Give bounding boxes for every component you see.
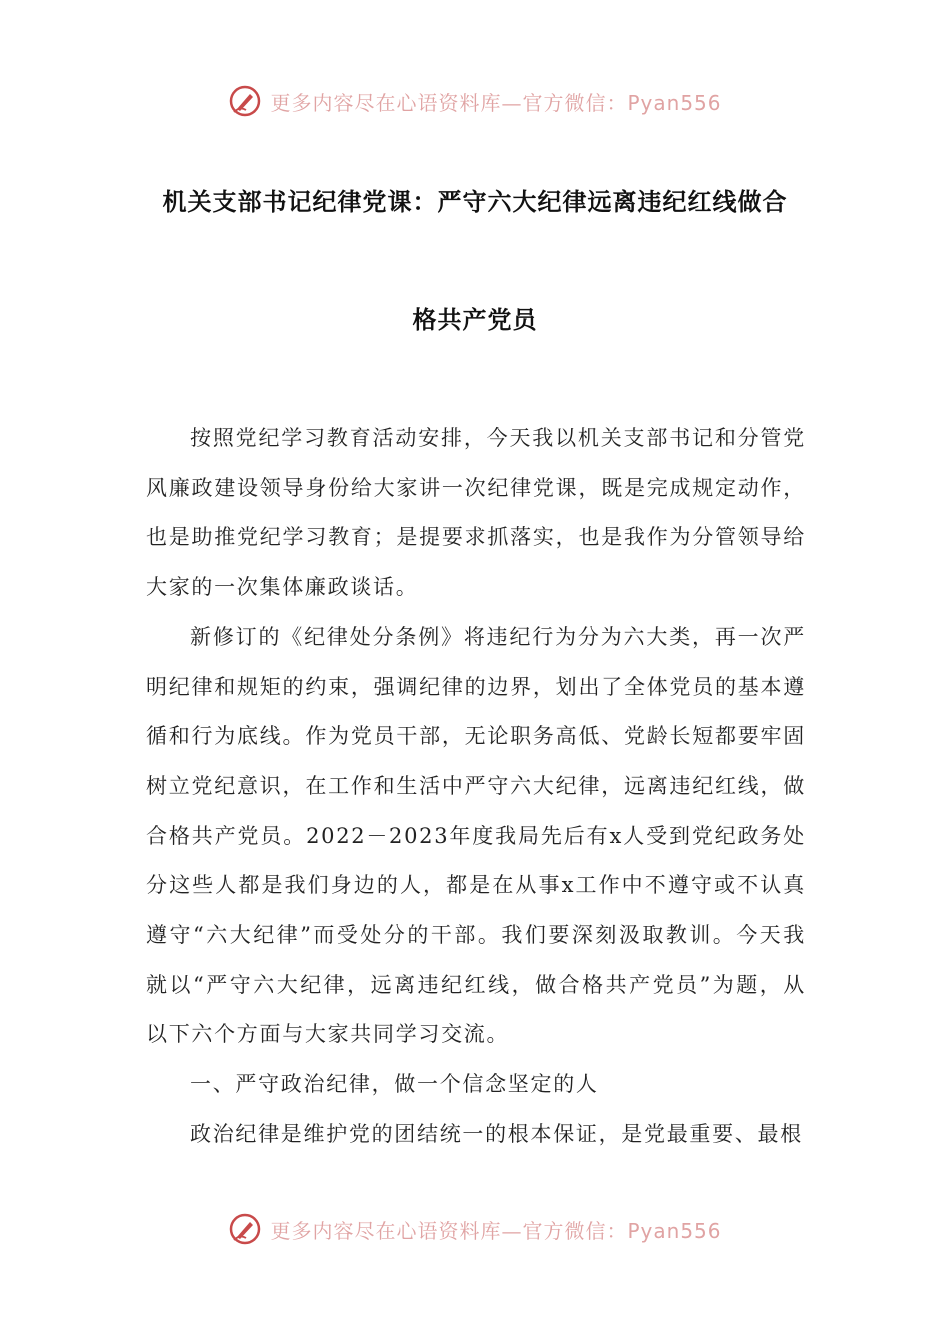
pen-seal-icon (228, 84, 262, 118)
document-title-line-2: 格共产党员 (412, 305, 538, 334)
section-heading: 一、严守政治纪律，做一个信念坚定的人 (190, 1072, 599, 1097)
watermark-text (270, 87, 721, 116)
paragraph: 政治纪律是维护党的团结统一的根本保证，是党最重要、最根 (190, 1121, 803, 1146)
paragraph: 按照党纪学习教育活动安排，今天我以机关支部书记和分管党风廉政建设领导身份给大家讲一次纪律党课，既是完成规定动作，也是助推党纪学习教育；是提要求抓落实，也是我作为分管领导给大家的一次集体廉政谈话。 (146, 426, 806, 600)
pen-seal-icon (228, 1212, 262, 1246)
document-title-line-1: 机关支部书记纪律党课：严守六大纪律远离违纪红线做合 (162, 187, 788, 216)
watermark-caption: 更多内容尽在心语资料库—官方微信： (270, 90, 628, 115)
watermark-wechat-id: Pyan556 (627, 1218, 722, 1243)
watermark-caption: 更多内容尽在心语资料库—官方微信： (270, 1218, 628, 1243)
header-watermark (0, 84, 950, 118)
footer-watermark (0, 1212, 950, 1246)
paragraph: 新修订的《纪律处分条例》将违纪行为分为六大类，再一次严明纪律和规矩的约束，强调纪律的边界，划出了全体党员的基本遵循和行为底线。作为党员干部，无论职务高低、党龄长短都要牢固树立党纪意识，在工作和生活中严守六大纪律，远离违纪红线，做合格共产党员。2022－2023年度我局先后有x人受到党纪政务处分这些人都是我们身边的人，都是在从事x工作中不遵守或不认真遵守“六大纪律”而受处分的干部。我们要深刻汲取教训。今天我就以“严守六大纪律，远离违纪红线，做合格共产党员”为题，从以下六个方面与大家共同学习交流。 (146, 624, 806, 1047)
watermark-text (270, 1215, 721, 1244)
document-body (146, 414, 806, 1160)
watermark-wechat-id: Pyan556 (627, 90, 722, 115)
